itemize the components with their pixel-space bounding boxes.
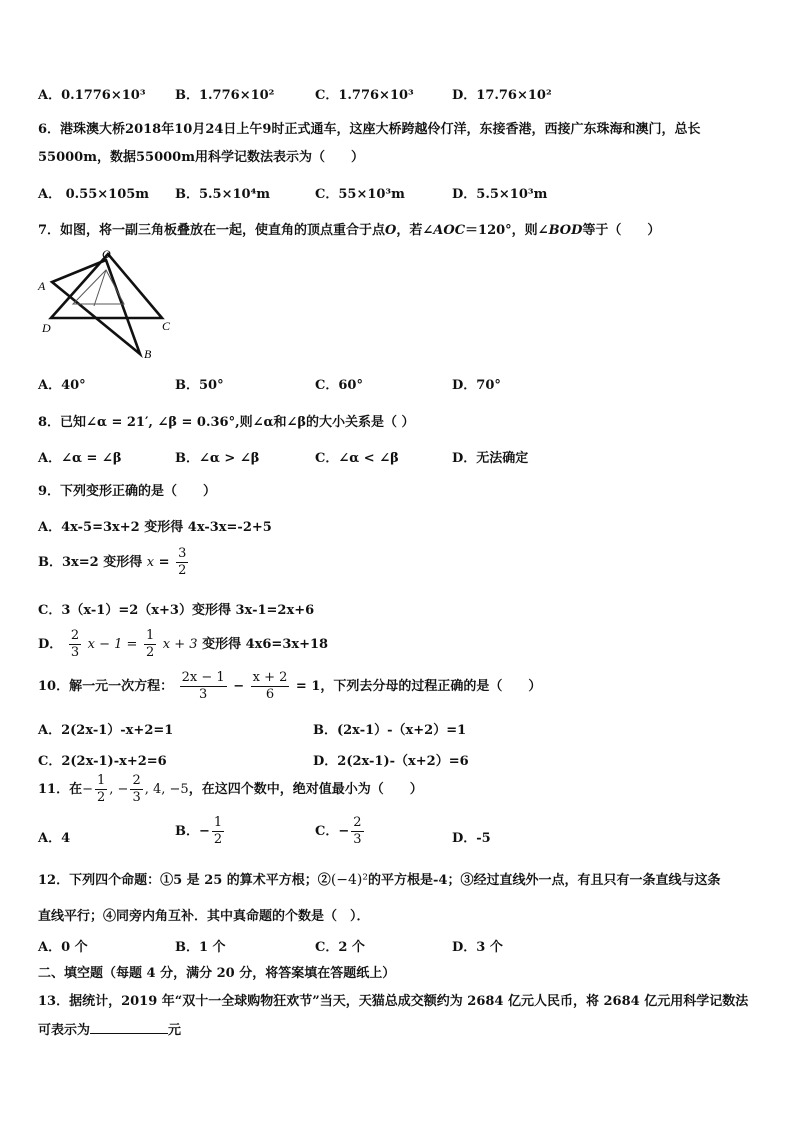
q8-option-d: D．无法确定	[452, 451, 529, 466]
q11-stem: 11．在− $\frac{1}{2}$ , − $\frac{2}{3}$ , 4, −5，在这四个数中，绝对值最小为（ ）	[38, 773, 423, 805]
q7-label-b: B	[144, 347, 152, 361]
q9-option-d: D． $\frac{2}{3}$ x − 1 = $\frac{1}{2}$ x + 3 变形得 4x6=3x+18	[38, 628, 329, 660]
q12-stem-line2: 直线平行；④同旁内角互补．其中真命题的个数是（ ）．	[38, 909, 370, 924]
q10-stem: 10．解一元一次方程： $\frac{2x - 1}{3}$ − $\frac{x + 2}{6}$ = 1，下列去分母的过程正确的是（ ）	[38, 670, 542, 702]
q12-option-a: A．0 个	[38, 940, 88, 955]
q7-label-a: A	[38, 279, 46, 293]
q11-option-c: C．− $\frac{2}{3}$	[315, 815, 362, 847]
q12-option-d: D．3 个	[452, 940, 503, 955]
q11-option-b: B．− $\frac{1}{2}$	[175, 815, 223, 847]
q5-option-d: D．17.76×10²	[452, 88, 552, 103]
q11-fraction-2: $\frac{2}{3}$	[132, 773, 141, 805]
q6-stem-line2: 55000m，数据55000m用科学记数法表示为（ ）	[38, 150, 364, 165]
q6-stem-line1: 6．港珠澳大桥2018年10月24日上午9时正式通车，这座大桥跨越伶仃洋，东接香港，西接广东珠海和澳门，总长	[38, 122, 701, 137]
q13-stem-line1: 13．据统计，2019 年“双十一全球购物狂欢节”当天，天猫总成交额约为 2684 亿元人民币，将 2684 亿元用科学记数法	[38, 994, 749, 1009]
q10-option-a: A．2(2x-1）-x+2=1	[38, 723, 174, 738]
q10-fraction-2: $\frac{x + 2}{6}$	[252, 670, 288, 702]
q9-option-b: B．3x=2 变形得 x = $\frac{3}{2}$	[38, 546, 187, 578]
q13-answer-blank[interactable]	[90, 1021, 168, 1034]
q10-option-c: C．2(2x-1)-x+2=6	[38, 754, 167, 769]
q8-option-b: B．∠α > ∠β	[175, 451, 260, 466]
q10-fraction-1: $\frac{2x - 1}{3}$	[181, 670, 225, 702]
q11-option-d: D．-5	[452, 831, 491, 846]
q13-stem-line2: 可表示为 元	[38, 1023, 182, 1038]
q6-option-c: C．55×10³m	[315, 187, 405, 202]
q7-option-c: C．60°	[315, 378, 363, 393]
q7-triangle-figure	[36, 246, 186, 362]
q7-inner-line	[94, 270, 106, 306]
q10-option-d: D．2(2x-1)-（x+2）=6	[313, 754, 469, 769]
q7-stem: 7．如图，将一副三角板叠放在一起，使直角的顶点重合于点O，若∠AOC＝120°，则∠BOD等于（ ）	[38, 223, 661, 238]
q7-label-d: D	[42, 321, 51, 335]
q11-fraction-1: $\frac{1}{2}$	[97, 773, 106, 805]
q9-option-d-fraction-1: $\frac{2}{3}$	[70, 628, 80, 660]
q7-label-o: O	[102, 247, 111, 261]
q8-option-c: C．∠α < ∠β	[315, 451, 399, 466]
q12-stem-line1: 12．下列四个命题：①5 是 25 的算术平方根；②(−4)²的平方根是-4；③经过直线外一点，有且只有一条直线与这条	[38, 872, 721, 888]
q7-option-a: A．40°	[38, 378, 86, 393]
q7-label-c: C	[162, 319, 171, 333]
section-heading-fill-in: 二、填空题（每题 4 分，满分 20 分，将答案填在答题纸上）	[38, 966, 396, 981]
q9-option-c: C．3（x-1）=2（x+3）变形得 3x-1=2x+6	[38, 603, 315, 618]
q9-option-b-fraction: $\frac{3}{2}$	[178, 546, 187, 578]
q11-option-a: A．4	[38, 831, 71, 846]
q8-option-a: A．∠α = ∠β	[38, 451, 122, 466]
q9-option-a: A．4x-5=3x+2 变形得 4x-3x=-2+5	[38, 520, 272, 535]
q6-option-b: B．5.5×10⁴m	[175, 187, 271, 202]
q10-option-b: B．(2x-1）-（x+2）=1	[313, 723, 467, 738]
q11-option-b-fraction: $\frac{1}{2}$	[213, 815, 223, 847]
q5-option-a: A．0.1776×10³	[38, 88, 146, 103]
q9-stem: 9．下列变形正确的是（ ）	[38, 484, 217, 499]
q11-option-c-fraction: $\frac{2}{3}$	[353, 815, 362, 847]
q6-option-a: A． 0.55×105m	[38, 187, 150, 202]
q12-option-b: B．1 个	[175, 940, 226, 955]
q9-option-d-fraction-2: $\frac{1}{2}$	[145, 628, 155, 660]
q7-option-d: D．70°	[452, 378, 501, 393]
q12-option-c: C．2 个	[315, 940, 365, 955]
q5-option-b: B．1.776×10²	[175, 88, 275, 103]
q8-stem: 8．已知∠α = 21′, ∠β = 0.36°,则∠α和∠β的大小关系是（ ）	[38, 415, 415, 430]
q7-option-b: B．50°	[175, 378, 224, 393]
q6-option-d: D．5.5×10³m	[452, 187, 548, 202]
q5-option-c: C．1.776×10³	[315, 88, 414, 103]
q7-triangle-ab	[52, 260, 140, 354]
